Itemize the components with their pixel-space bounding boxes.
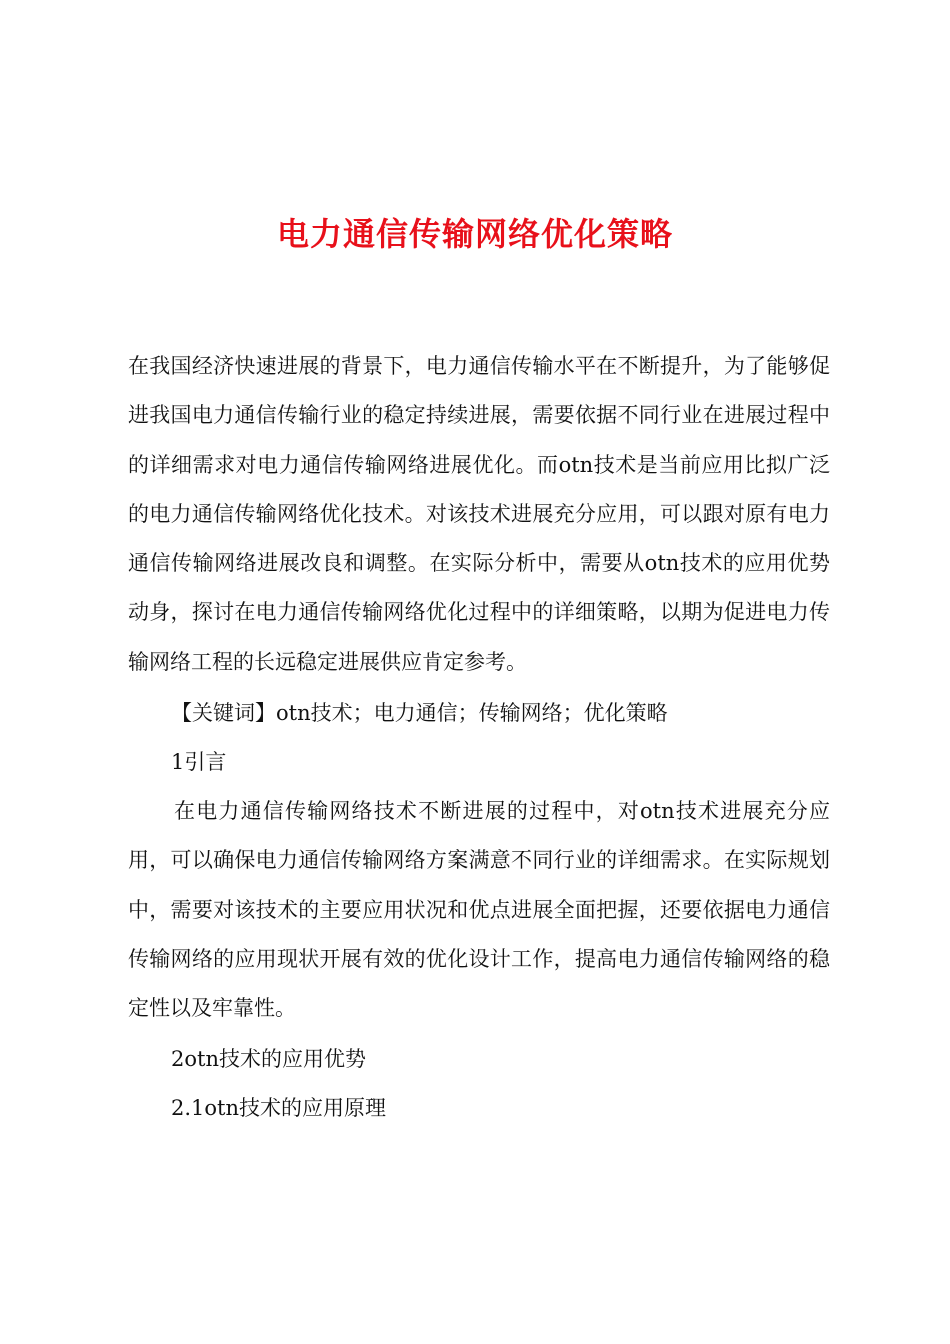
section-1-heading: 1引言	[171, 750, 227, 774]
section-1-paragraph: 在电力通信传输网络技术不断进展的过程中，对otn技术进展充分应用，可以确保电力通信传输网络方案满意不同行业的详细需求。在实际规划中，需要对该技术的主要应用状况和优点进展全面把握，还要依据电力通信传输网络的应用现状开展有效的优化设计工作，提高电力通信传输网络的稳定性以及牢靠性。	[128, 799, 830, 1021]
document-title: 电力通信传输网络优化策略	[276, 215, 673, 253]
abstract-paragraph: 在我国经济快速进展的背景下，电力通信传输水平在不断提升，为了能够促进我国电力通信传输行业的稳定持续进展，需要依据不同行业在进展过程中的详细需求对电力通信传输网络进展优化。而otn技术是当前应用比拟广泛的电力通信传输网络优化技术。对该技术进展充分应用，可以跟对原有电力通信传输网络进展改良和调整。在实际分析中，需要从otn技术的应用优势动身，探讨在电力通信传输网络优化过程中的详细策略，以期为促进电力传输网络工程的长远稳定进展供应肯定参考。	[128, 354, 830, 674]
section-2-1-heading: 2.1otn技术的应用原理	[171, 1096, 387, 1120]
section-2-heading: 2otn技术的应用优势	[171, 1047, 366, 1071]
keywords-line: 【关键词】otn技术；电力通信；传输网络；优化策略	[171, 701, 668, 725]
